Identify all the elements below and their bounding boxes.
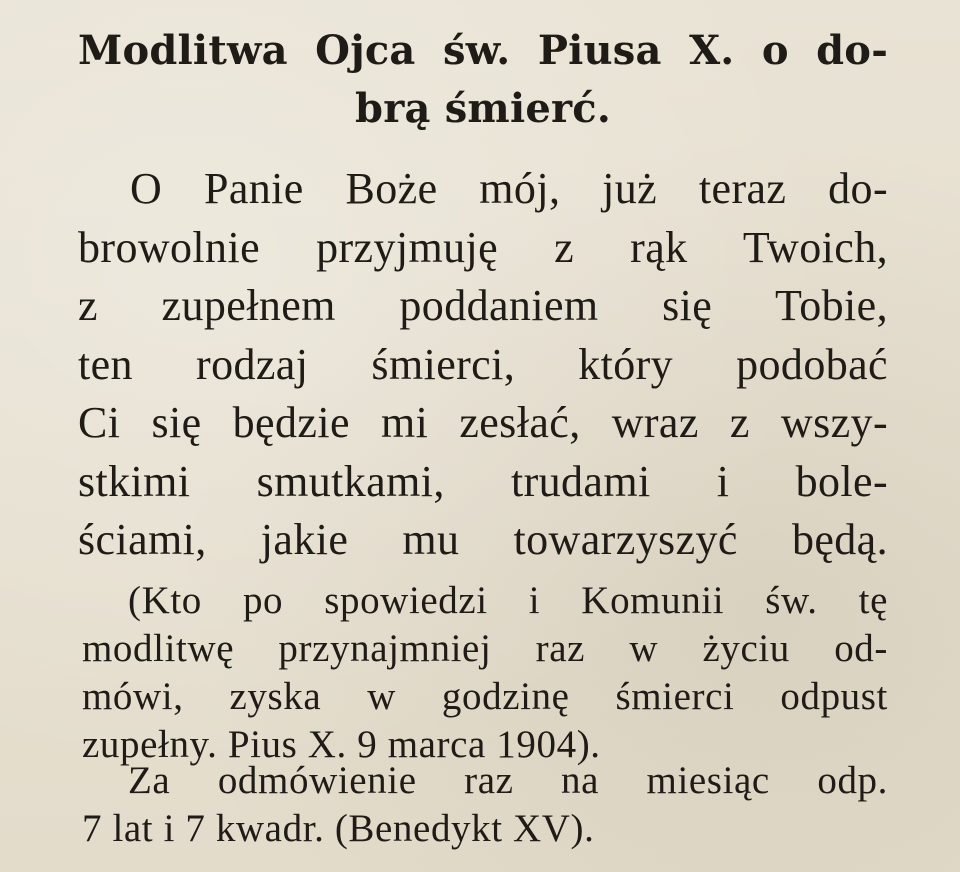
prayer-line: ściami, jakie mu towarzyszyć będą. bbox=[78, 515, 888, 564]
prayer-line: browolnie przyjmuję z rąk Twoich, bbox=[78, 222, 888, 272]
monthly-indulgence-note bbox=[82, 757, 888, 853]
prayer-line: Ci się będzie mi zesłać, wraz z wszy- bbox=[78, 398, 888, 447]
title-line: Modlitwa Ojca św. Piusa X. o do- bbox=[78, 27, 888, 74]
note-line: zupełny. Pius X. 9 marca 1904). bbox=[82, 723, 601, 766]
prayer-line: z zupełnem poddaniem się Tobie, bbox=[78, 281, 888, 330]
prayer-title bbox=[78, 22, 888, 138]
note-line: Za odmówienie raz na miesiąc odp. bbox=[128, 759, 888, 802]
note-line: mówi, zyska w godzinę śmierci odpust bbox=[82, 675, 888, 718]
prayer-line: stkimi smutkami, trudami i bole- bbox=[78, 456, 888, 506]
prayer-line: O Panie Boże mój, już teraz do- bbox=[130, 164, 888, 213]
prayer-line: ten rodzaj śmierci, który podobać bbox=[78, 339, 888, 389]
note-line: (Kto po spowiedzi i Komunii św. tę bbox=[128, 579, 888, 622]
title-line: brą śmierć. bbox=[355, 85, 611, 132]
indulgence-note bbox=[82, 577, 888, 769]
note-line: modlitwę przynajmniej raz w życiu od- bbox=[82, 627, 888, 670]
note-line: 7 lat i 7 kwadr. (Benedykt XV). bbox=[82, 807, 595, 850]
prayer-text bbox=[78, 160, 888, 570]
